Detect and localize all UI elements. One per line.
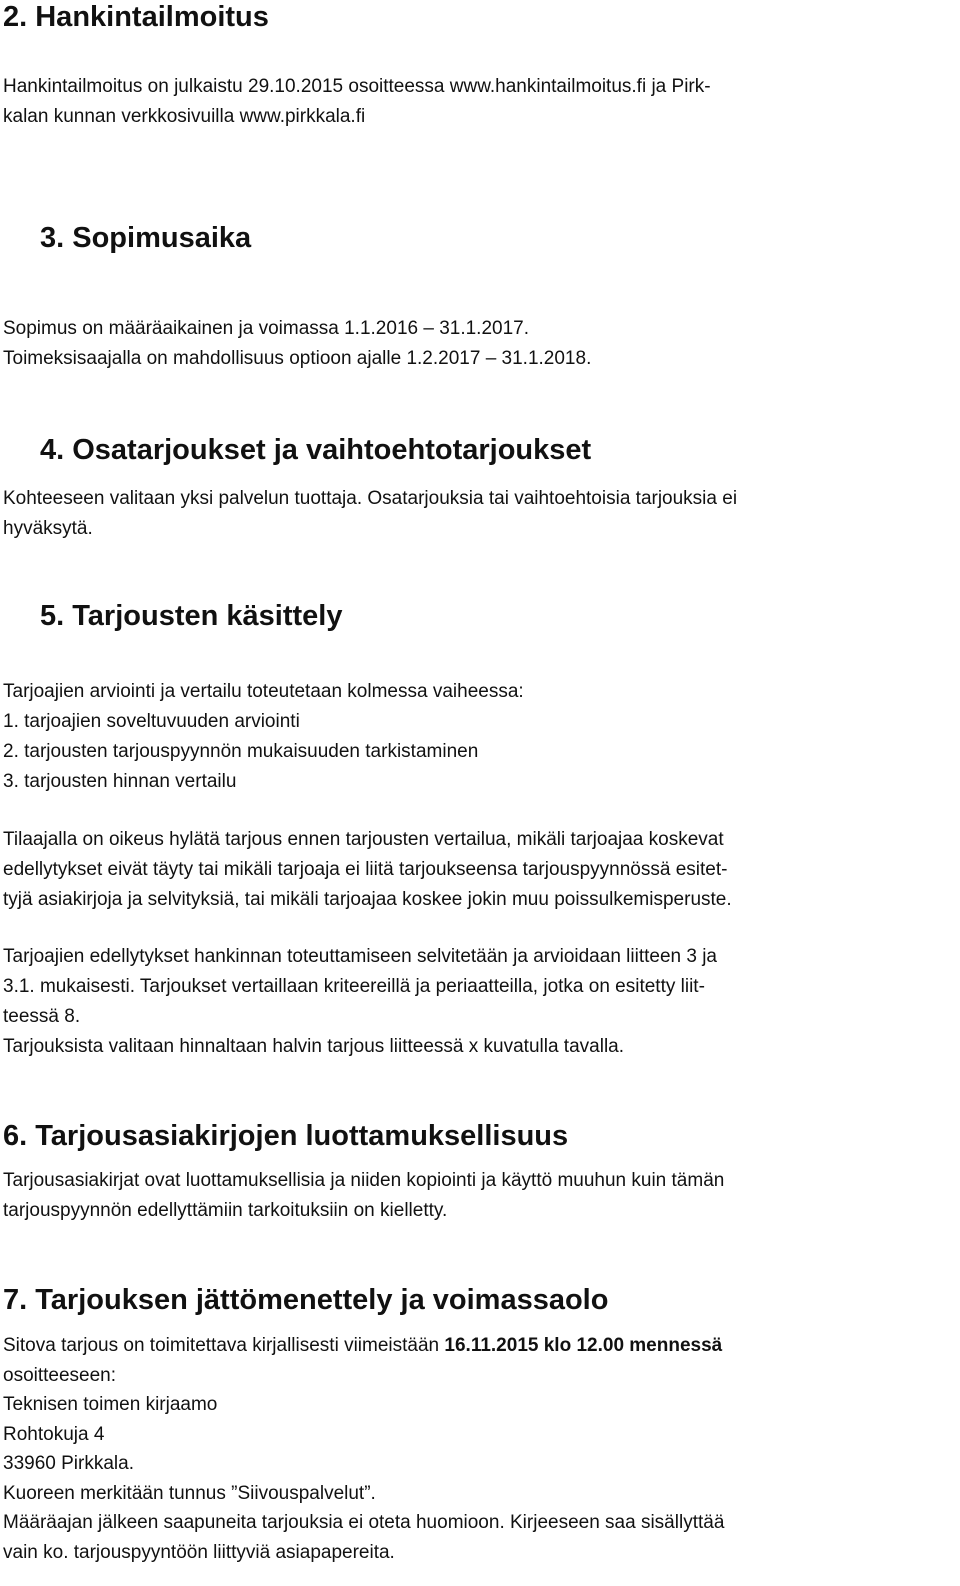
section-heading-osatarjoukset: 4. Osatarjoukset ja vaihtoehtotarjoukset	[40, 434, 592, 466]
text-line: Tilaajalla on oikeus hylätä tarjous ennen tarjousten vertailua, mikäli tarjoajaa koskevat	[3, 829, 724, 850]
section-heading-luottamuksellisuus: 6. Tarjousasiakirjojen luottamuksellisuus	[3, 1120, 569, 1152]
text-line: tarjouspyynnön edellyttämiin tarkoituksiin on kielletty.	[3, 1200, 448, 1221]
section-body-tarjousten-kasittely	[3, 677, 953, 797]
paragraph-edellytykset	[3, 942, 953, 1062]
section-heading-sopimusaika: 3. Sopimusaika	[40, 222, 252, 254]
text-line: teessä 8.	[3, 1006, 81, 1027]
text-line: hyväksytä.	[3, 518, 93, 539]
text-line: Tarjoajien edellytykset hankinnan toteuttamiseen selvitetään ja arvioidaan liitteen 3 ja	[3, 946, 717, 967]
text-line: kalan kunnan verkkosivuilla www.pirkkala.fi	[3, 106, 366, 127]
text-line: tyjä asiakirjoja ja selvityksiä, tai mikäli tarjoajaa koskee jokin muu poissulkemisperuste.	[3, 889, 732, 910]
text-line: Sopimus on määräaikainen ja voimassa 1.1.2016 – 31.1.2017.	[3, 318, 530, 339]
text-line: edellytykset eivät täyty tai mikäli tarjoaja ei liitä tarjoukseensa tarjouspyynnössä esitet-	[3, 859, 728, 880]
section-heading-jattomenettely: 7. Tarjouksen jättömenettely ja voimassaolo	[3, 1284, 609, 1316]
address-line: 33960 Pirkkala.	[3, 1453, 134, 1474]
list-item: 2. tarjousten tarjouspyynnön mukaisuuden tarkistaminen	[3, 741, 479, 762]
list-item: 1. tarjoajien soveltuvuuden arviointi	[3, 711, 300, 732]
text-line: Toimeksisaajalla on mahdollisuus optioon ajalle 1.2.2017 – 31.1.2018.	[3, 348, 592, 369]
address-line: Teknisen toimen kirjaamo	[3, 1394, 218, 1415]
section-body-luottamuksellisuus	[3, 1166, 953, 1226]
section-body-osatarjoukset	[3, 484, 953, 544]
text-line: Määräajan jälkeen saapuneita tarjouksia ei oteta huomioon. Kirjeeseen saa sisällyttää	[3, 1512, 725, 1533]
text-line: Kohteeseen valitaan yksi palvelun tuottaja. Osatarjouksia tai vaihtoehtoisia tarjouksia ei	[3, 488, 738, 509]
deadline-date: 16.11.2015 klo 12.00 mennessä	[444, 1335, 723, 1356]
address-line: Rohtokuja 4	[3, 1423, 105, 1445]
text-line: Tarjousasiakirjat ovat luottamuksellisia ja niiden kopiointi ja käyttö muuhun kuin tämän	[3, 1170, 725, 1191]
text-line: 3.1. mukaisesti. Tarjoukset vertaillaan kriteereillä ja periaatteilla, jotka on esitetty liit-	[3, 976, 705, 997]
text-line: Tarjoajien arviointi ja vertailu toteutetaan kolmessa vaiheessa:	[3, 681, 524, 702]
section-body-sopimusaika	[3, 314, 953, 374]
text-line: osoitteeseen:	[3, 1364, 117, 1386]
paragraph-hylkays	[3, 825, 953, 915]
section-body-hankintailmoitus	[3, 72, 953, 132]
text-line: Hankintailmoitus on julkaistu 29.10.2015 osoitteessa www.hankintailmoitus.fi ja Pirk-	[3, 76, 711, 97]
deadline-line	[3, 1331, 953, 1361]
text-line: Tarjouksista valitaan hinnaltaan halvin tarjous liitteessä x kuvatulla tavalla.	[3, 1036, 625, 1057]
section-heading-hankintailmoitus: 2. Hankintailmoitus	[3, 1, 269, 33]
section-heading-tarjousten-kasittely: 5. Tarjousten käsittely	[40, 600, 343, 632]
text-line: vain ko. tarjouspyyntöön liittyviä asiapapereita.	[3, 1541, 395, 1563]
text-line: Kuoreen merkitään tunnus ”Siivouspalvelut”.	[3, 1482, 376, 1504]
section-body-jattomenettely	[3, 1331, 953, 1567]
deadline-prefix: Sitova tarjous on toimitettava kirjallisesti viimeistään	[3, 1335, 445, 1356]
list-item: 3. tarjousten hinnan vertailu	[3, 771, 237, 792]
